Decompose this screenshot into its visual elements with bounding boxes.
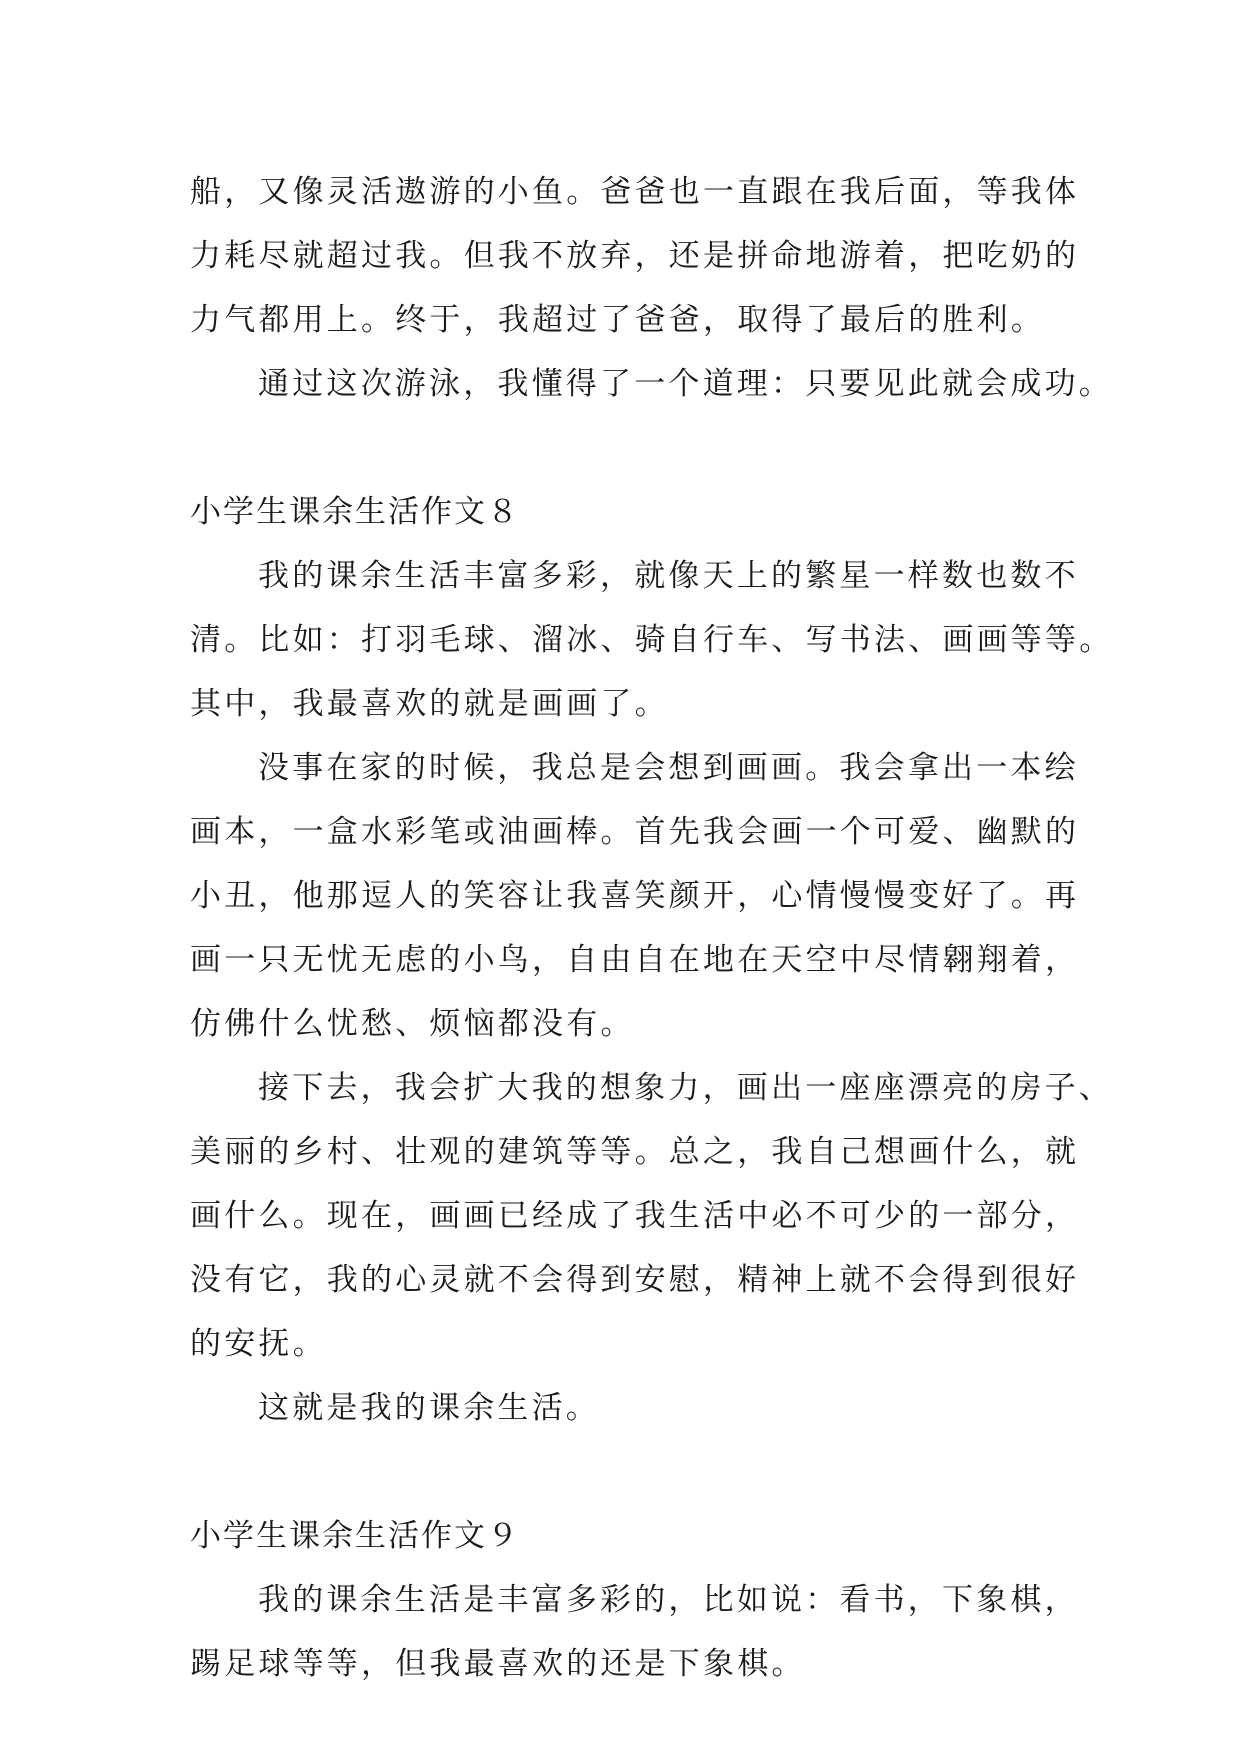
essay-9 xyxy=(190,1504,1079,1696)
paragraph xyxy=(190,1056,1113,1376)
section-spacer xyxy=(190,1440,1070,1504)
text-line: 其中，我最喜欢的就是画画了。 xyxy=(190,686,669,722)
essay-heading: 小学生课余生活作文９ xyxy=(190,1518,520,1554)
text-line: 没有它，我的心灵就不会得到安慰，精神上就不会得到很好 xyxy=(190,1262,1080,1298)
paragraph xyxy=(190,1376,1070,1440)
paragraph xyxy=(190,736,1080,1056)
text-line: 画一只无忧无虑的小鸟，自由自在地在天空中尽情翱翔着， xyxy=(190,942,1080,978)
essay-continuation xyxy=(190,160,1113,416)
text-line: 仿佛什么忧愁、烦恼都没有。 xyxy=(190,1006,635,1042)
paragraph xyxy=(190,1568,1079,1696)
text-line: 力耗尽就超过我。但我不放弃，还是拼命地游着，把吃奶的 xyxy=(190,238,1080,274)
paragraph xyxy=(190,352,1113,416)
text-line: 力气都用上。终于，我超过了爸爸，取得了最后的胜利。 xyxy=(190,302,1045,338)
document-page xyxy=(190,160,1114,1696)
text-line: 这就是我的课余生活。 xyxy=(258,1390,600,1426)
text-line: 清。比如：打羽毛球、溜冰、骑自行车、写书法、画画等等。 xyxy=(190,622,1114,658)
text-line: 小丑，他那逗人的笑容让我喜笑颜开，心情慢慢变好了。再 xyxy=(190,878,1080,914)
text-line: 画什么。现在，画画已经成了我生活中必不可少的一部分， xyxy=(190,1198,1080,1234)
section-spacer xyxy=(190,416,1070,480)
text-line: 接下去，我会扩大我的想象力，画出一座座漂亮的房子、 xyxy=(258,1070,1113,1106)
paragraph xyxy=(190,544,1114,736)
text-line: 船，又像灵活遨游的小鱼。爸爸也一直跟在我后面，等我体 xyxy=(190,174,1080,210)
text-line: 的安抚。 xyxy=(190,1326,327,1362)
text-line: 美丽的乡村、壮观的建筑等等。总之，我自己想画什么，就 xyxy=(190,1134,1080,1170)
text-line: 画本，一盒水彩笔或油画棒。首先我会画一个可爱、幽默的 xyxy=(190,814,1080,850)
text-line: 我的课余生活丰富多彩，就像天上的繁星一样数也数不 xyxy=(258,558,1079,594)
text-line: 没事在家的时候，我总是会想到画画。我会拿出一本绘 xyxy=(258,750,1079,786)
text-line: 通过这次游泳，我懂得了一个道理：只要见此就会成功。 xyxy=(258,366,1113,402)
essay-8 xyxy=(190,480,1114,1440)
essay-heading: 小学生课余生活作文８ xyxy=(190,494,520,530)
text-line: 我的课余生活是丰富多彩的，比如说：看书，下象棋， xyxy=(258,1582,1079,1618)
paragraph xyxy=(190,160,1080,352)
text-line: 踢足球等等，但我最喜欢的还是下象棋。 xyxy=(190,1646,806,1682)
